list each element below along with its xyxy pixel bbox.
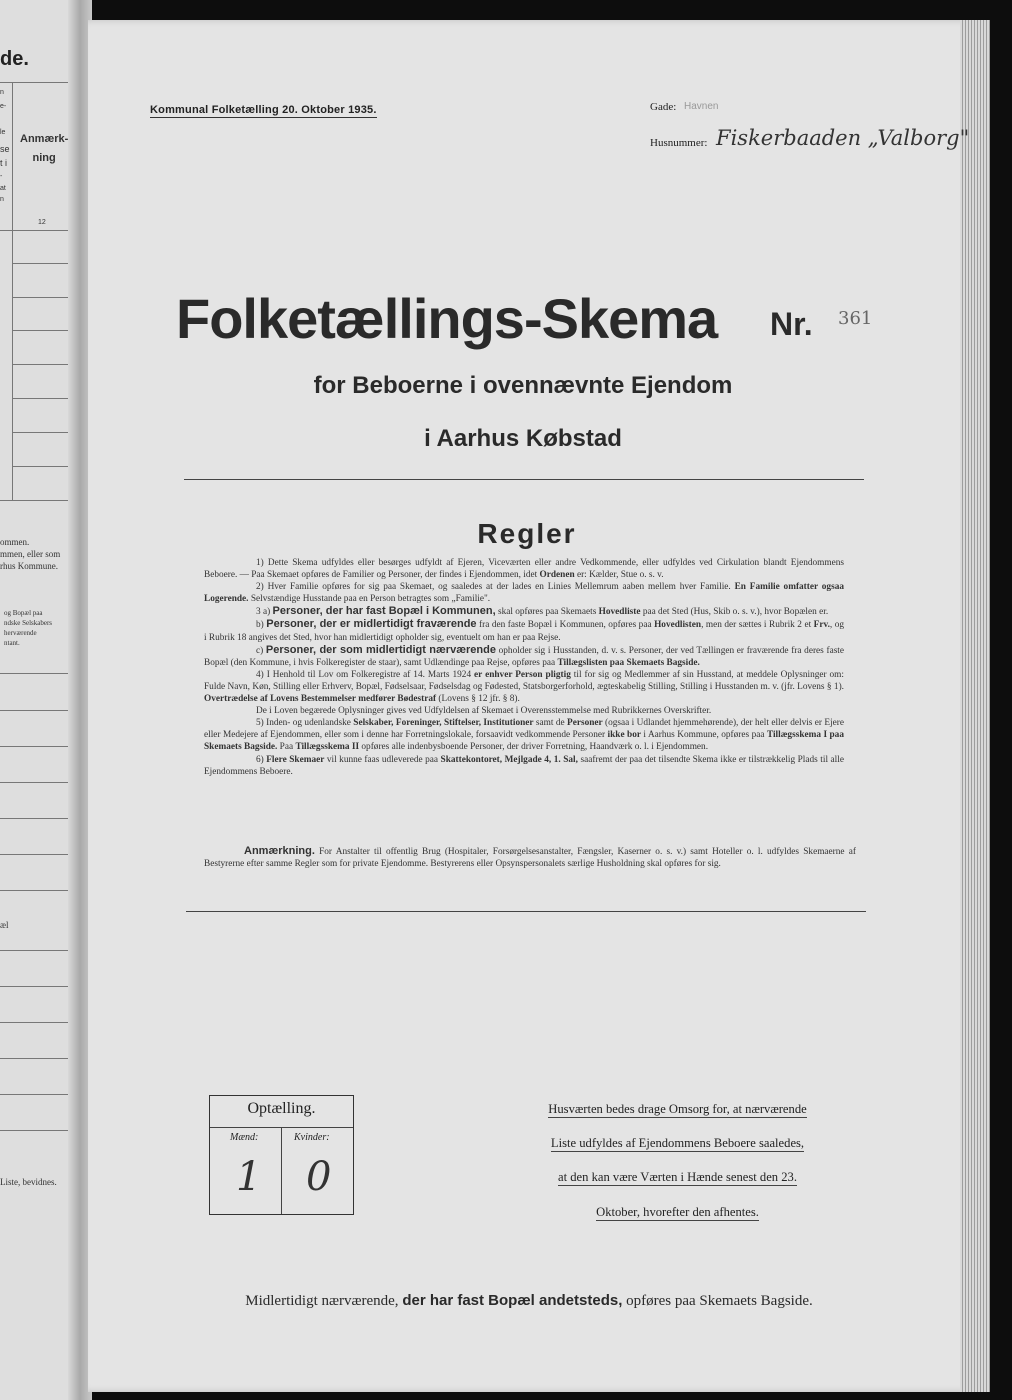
rule-1: 1) Dette Skema udfyldes eller besørges udfyldt af Ejeren, Viceværten eller andre Vedkommende, eller udfyldes ved Cirkulation blandt Ejendommens Beboere. — Paa Skemaet opføres de Familier og Personer, der findes i Ejendommen, idet Ordenen er: Kælder, Stue o. s. v. [204,558,844,581]
count-box [209,1095,354,1215]
left-column-title: Anmærk- ning [20,133,69,164]
left-header-fragment-1: n [0,89,4,96]
street-label: Gade: [650,101,677,113]
page-edges [960,20,990,1392]
count-title: Optælling. [247,1100,316,1117]
form-location: i Aarhus Købstad [424,425,622,452]
men-count: 1 [236,1154,262,1200]
notice-line-2: Liste udfyldes af Ejendommens Beboere saaledes, [550,1136,805,1150]
left-rules-fragment-1a: ommen. [0,537,30,547]
left-rules-fragment-4: Liste, bevidnes. [0,1177,57,1187]
footer-note: Midlertidigt nærværende, der har fast Bopæl andetsteds, opføres paa Skemaets Bagside. [245,1292,813,1309]
left-page-title: de. [0,48,29,70]
left-header-fragment-7: at [0,185,6,192]
left-rules-fragment-2a: og Bopæl paa [4,609,43,617]
left-rules-fragment-2c: herværende [4,629,37,637]
rule-2: 2) Hver Familie opføres for sig paa Skemaet, og saaledes at der lades en Linies Mellemrum aaben mellem hver Familie. En Familie omfatter ogsaa Logerende. Selvstændige Husstande paa en Person betragtes som „Familie". [204,582,844,605]
notice-line-4: Oktober, hvorefter den afhentes. [596,1205,759,1219]
left-rules-fragment-1c: rhus Kommune. [0,561,58,571]
left-header-fragment-5: t i [0,158,8,168]
form-title: Folketællings-Skema [176,287,718,350]
form-number-label: Nr. [770,306,813,342]
note-label: Anmærkning. [244,845,315,857]
notice-line-3: at den kan være Værten i Hænde senest den 23. [558,1170,797,1184]
note-text: For Anstalter til offentlig Brug (Hospitaler, Forsørgelsesanstalter, Fængsler, Kaserner o. s. v.) samt Hoteller o. l. udfyldes Skemaerne af Bestyrerne efter samme Regler som for private Ejendomme. Bestyrerens eller Opsynspersonalets særlige Husholdning skal opføres for sig. [204,847,856,869]
rule-6: 6) Flere Skemaer vil kunne faas udleverede paa Skattekontoret, Mejlgade 4, 1. Sal, saafremt der paa det tilsendte Skema ikke er tilstrækkelig Plads til alle Ejendommens Beboere. [204,754,844,777]
note-divider [186,911,866,912]
form-number-value: 361 [838,308,873,329]
rule-3c: c) Personer, der som midlertidigt nærværende opholder sig i Husstanden, d. v. s. Personer, der ved Tællingen er fraværende fra deres faste Bopæl (den Kommune, i hvis Folkeregister de staar), samt Udlændinge paa Rejse, opføres paa Tillægslisten paa Skemaets Bagside. [204,643,845,668]
left-rules-fragment-3: æl [0,920,9,930]
left-header-fragment-4: se [0,144,10,154]
note-paragraph [204,846,856,870]
left-rules-fragment-1b: mmen, eller som [0,549,61,559]
left-column-number: 12 [38,219,46,226]
left-header-fragment-3: le [0,129,6,136]
rules-heading: Regler [477,518,577,549]
men-label: Mænd: [230,1132,259,1143]
rules-text [204,557,844,778]
left-header-fragment-8: n [0,196,4,203]
house-number-value: Fiskerbaaden „Valborg" [716,126,970,150]
left-header-fragment-6: - [0,173,3,180]
street-value: Havnen [684,101,719,112]
women-label: Kvinder: [294,1132,330,1143]
left-rules-fragment-2b: ndske Selskabers [4,619,53,627]
rule-4-note: De i Loven begærede Oplysninger gives ved Udfyldelsen af Skemaet i Overensstemmelse med Rubrikkernes Overskrifter. [256,706,712,717]
rule-3a: 3 a) Personer, der har fast Bopæl i Kommunen, skal opføres paa Skemaets Hovedliste paa det Sted (Hus, Skib o. s. v.), hvor Bopælen er. [256,605,829,618]
house-number-label: Husnummer: [650,137,708,149]
rule-5: 5) Inden- og udenlandske Selskaber, Foreninger, Stiftelser, Institutioner samt de Personer (ogsaa i Udlandet hjemmehørende), der helt eller delvis er Ejere eller Medejere af Ejendommen, eller som i denne har Forretningslokale, forsaavidt vedkommende Personer ikke bor i Aarhus Kommune, opføres paa Tillægsskema I paa Skemaets Bagside. Paa Tillægsskema II opføres alle indenbysboende Personer, der driver Forretning, Haandværk o. l. i Ejendommen. [204,718,845,753]
rule-3b: b) Personer, der er midlertidigt fraværende fra den faste Bopæl i Kommunen, opføres paa Hovedlisten, men der sættes i Rubrik 2 et Frv., og i Rubrik 18 angives det Sted, hvor han midlertidigt opholder sig, eventuelt om han er paa Rejse. [204,618,845,643]
form-subtitle: for Beboerne i ovennævnte Ejendom [313,372,733,399]
notice-line-1: Husværten bedes drage Omsorg for, at nærværende [548,1102,807,1116]
census-header: Kommunal Folketælling 20. Oktober 1935. [150,104,377,116]
rule-4: 4) I Henhold til Lov om Folkeregistre af 14. Marts 1924 er enhver Person pligtig til for sig og Medlemmer af sin Husstand, at meddele Oplysninger om: Fulde Navn, Køn, Stilling eller Erhverv, Bopæl, Fødselsaar, Fødselsdag og Fødested, Statsborgerforhold, ægteskabelig Stilling, Stilling i Husstanden m. v. (jfr. Lovens § 1). Overtrædelse af Lovens Bestemmelser medfører Bødestraf (Lovens § 12 jfr. § 8). [204,669,844,705]
women-count: 0 [306,1154,332,1200]
title-divider [184,479,864,480]
left-rules-fragment-2d: ntant. [4,639,20,647]
left-header-fragment-2: e- [0,103,7,110]
